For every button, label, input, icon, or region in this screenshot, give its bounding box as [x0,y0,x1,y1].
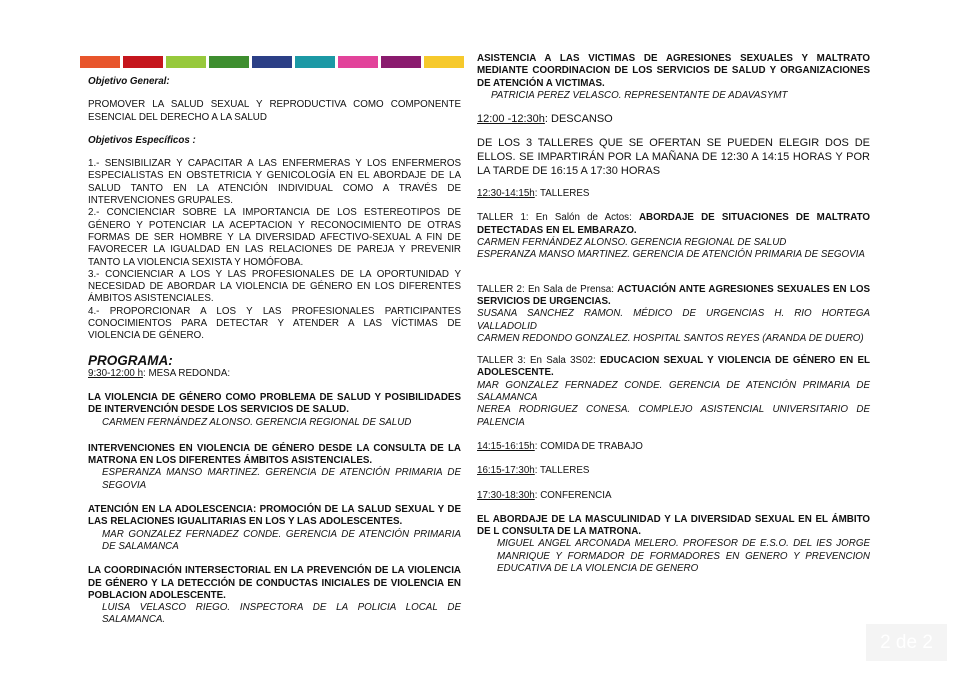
taller2-speaker1: SUSANA SANCHEZ RAMON. MÉDICO DE URGENCIAS H. RIO HORTEGA VALLADOLID [477,308,870,332]
talleres2-time: 16:15-17:30h [477,465,535,477]
talk1-speaker: CARMEN FERNÁNDEZ ALONSO. GERENCIA REGIONAL DE SALUD [102,416,412,428]
mesa-label: : MESA REDONDA: [143,367,231,379]
taller1-speaker2: ESPERANZA MANSO MARTINEZ. GERENCIA DE ATENCIÓN PRIMARIA DE SEGOVIA [477,249,865,261]
objective-4: 4.- PROPORCIONAR A LOS Y LAS PROFESIONALES PARTICIPANTES CONOCIMIENTOS PARA DETECTAR Y ATENDER A LAS VÍCTIMAS DE VIOLENCIA DE GÉNERO. [88,305,461,342]
comida-line [477,441,870,453]
comida-label: : COMIDA DE TRABAJO [534,440,643,452]
talk3-title: ATENCIÓN EN LA ADOLESCENCIA: PROMOCIÓN DE LA SALUD SEXUAL Y DE LAS RELACIONES IGUALITARIAS EN LOS Y LAS ADOLESCENTES. [88,504,461,528]
talk1-title: LA VIOLENCIA DE GÉNERO COMO PROBLEMA DE SALUD Y POSIBILIDADES DE INTERVENCIÓN DESDE LOS SERVICIOS DE SALUD. [88,391,461,416]
mesa-time: 9:30-12:00 h [88,367,144,379]
page-indicator: 2 de 2 [866,624,947,661]
color-stripe-segment [252,56,292,68]
conferencia-line [477,490,870,502]
color-stripe-segment [338,56,378,68]
taller2-title: ACTUACIÓN ANTE AGRESIONES SEXUALES EN LOS SERVICIOS DE URGENCIAS. [477,283,870,307]
taller3-speaker1: MAR GONZALEZ FERNADEZ CONDE. GERENCIA DE ATENCIÓN PRIMARIA DE SALAMANCA [477,379,870,404]
taller2-speaker2: CARMEN REDONDO GONZALEZ. HOSPITAL SANTOS REYES (ARANDA DE DUERO) [477,332,864,344]
color-stripe-segment [80,56,120,68]
color-stripe-segment [424,56,464,68]
talk2-speaker: ESPERANZA MANSO MARTINEZ. GERENCIA DE ATENCIÓN PRIMARIA DE SEGOVIA [102,467,461,491]
objective-1: 1.- SENSIBILIZAR Y CAPACITAR A LAS ENFERMERAS Y LOS ENFERMEROS ESPECIALISTAS EN OBSTETRICIA Y GENICOLOGÍA EN EL ABORDAJE DE LA SALUD TANTO EN LA ATENCIÓN INDIVIDUAL COMO A TRAVÉS DE INTERVENCIONES GRUPALES. [88,158,461,207]
conferencia-label: : CONFERENCIA [534,489,612,501]
color-stripe-segment [381,56,421,68]
taller1-title: ABORDAJE DE SITUACIONES DE MALTRATO DETECTADAS EN EL EMBARAZO. [477,212,870,236]
objective-general-heading: Objetivo General: [88,76,170,87]
objective-2: 2.- CONCIENCIAR SOBRE LA IMPORTANCIA DE LOS ESTEREOTIPOS DE GÉNERO Y POTENCIAR LA ACEPTACION Y RECONOCIMIENTO DE OTRAS FORMAS DE SER HOMBRE Y LA DIVERSIDAD AFECTIVO-SEXUAL A FIN DE FAVORECER LA IGUALDAD EN LAS RELACIONES DE PAREJA Y PREVENIR TANTO LA VIOLENCIA SEXISTA Y HOMÓFOBA. [88,207,461,268]
taller3-prefix: TALLER 3: En Sala 3S02: [477,355,600,367]
talleres-intro: DE LOS 3 TALLERES QUE SE OFERTAN SE PUEDEN ELEGIR DOS DE ELLOS. SE IMPARTIRÁN POR LA MAÑANA DE 12:30 A 14:15 HORAS Y POR LA TARDE DE 16:15 A 17:30 HORAS [477,137,870,178]
color-stripe-segment [295,56,335,68]
taller1-heading [477,212,870,237]
taller3-title: EDUCACION SEXUAL Y VIOLENCIA DE GÉNERO EN EL ADOLESCENTE. [477,355,870,379]
objective-general-text: PROMOVER LA SALUD SEXUAL Y REPRODUCTIVA COMO COMPONENTE ESENCIAL DEL DERECHO A LA SALUD [88,99,461,123]
talleres2-label: : TALLERES [534,465,590,477]
conferencia-time: 17:30-18:30h [477,489,535,501]
talleres-line [477,188,870,200]
talk4-speaker: LUISA VELASCO RIEGO. INSPECTORA DE LA POLICIA LOCAL DE SALAMANCA. [102,602,461,626]
taller2-prefix: TALLER 2: En Sala de Prensa: [477,283,618,295]
color-stripe-bar [80,56,467,68]
taller1-prefix: TALLER 1: En Salón de Actos: [477,212,639,224]
right-column [477,53,870,575]
talk5-speaker: PATRICIA PEREZ VELASCO. REPRESENTANTE DE ADAVASYMT [491,89,788,101]
programa-heading: PROGRAMA: [88,352,173,368]
talk3-speaker: MAR GONZALEZ FERNADEZ CONDE. GERENCIA DE ATENCIÓN PRIMARIA DE SALAMANCA [102,528,461,552]
descanso-line [477,112,870,126]
taller3-heading [477,355,870,380]
conferencia-title: EL ABORDAJE DE LA MASCULINIDAD Y LA DIVERSIDAD SEXUAL EN EL ÁMBITO DE L CONSULTA DE LA MATRONA. [477,513,870,538]
talk5-title: ASISTENCIA A LAS VICTIMAS DE AGRESIONES SEXUALES Y MALTRATO MEDIANTE COORDINACION DE LOS SERVICIOS DE SALUD Y ORGANIZACIONES DE ATENCIÓN A VICTIMAS. [477,53,870,89]
taller3-speaker2: NEREA RODRIGUEZ CONESA. COMPLEJO ASISTENCIAL UNIVERSITARIO DE PALENCIA [477,404,870,428]
taller2-heading [477,284,870,309]
talleres-time: 12:30-14:15h [477,188,535,200]
color-stripe-segment [209,56,249,68]
descanso-label: : DESCANSO [544,113,613,126]
talk4-title: LA COORDINACIÓN INTERSECTORIAL EN LA PREVENCIÓN DE LA VIOLENCIA DE GÉNERO Y LA DETECCIÓN DE CONDUCTAS INICIALES DE VIOLENCIA EN POBLACION ADOLESCENTE. [88,565,461,601]
objective-3: 3.- CONCIENCIAR A LOS Y LAS PROFESIONALES DE LA OPORTUNIDAD Y NECESIDAD DE ABORDAR LA VIOLENCIA DE GÉNERO EN LOS DIFERENTES ÁMBITOS ASISTENCIALES. [88,268,461,305]
talleres2-line [477,465,870,477]
objectives-specific-heading: Objetivos Específicos : [88,134,196,146]
left-column [88,76,461,627]
mesa-redonda-line [88,368,461,380]
descanso-time: 12:00 -12:30h [477,113,545,126]
color-stripe-segment [166,56,206,68]
comida-time: 14:15-16:15h [477,440,535,452]
talk2-title: INTERVENCIONES EN VIOLENCIA DE GÉNERO DESDE LA CONSULTA DE LA MATRONA EN LOS DIFERENTES ÁMBITOS ASISTENCIALES. [88,442,461,467]
color-stripe-segment [123,56,163,68]
taller1-speaker1: CARMEN FERNÁNDEZ ALONSO. GERENCIA REGIONAL DE SALUD [477,237,787,249]
talleres-label: : TALLERES [534,188,590,200]
conferencia-speaker: MIGUEL ANGEL ARCONADA MELERO. PROFESOR DE E.S.O. DEL IES JORGE MANRIQUE Y FORMADOR DE FORMADORES EN GENERO Y PREVENCION EDUCATIVA DE LA VIOLENCIA DE GENERO [497,538,870,575]
